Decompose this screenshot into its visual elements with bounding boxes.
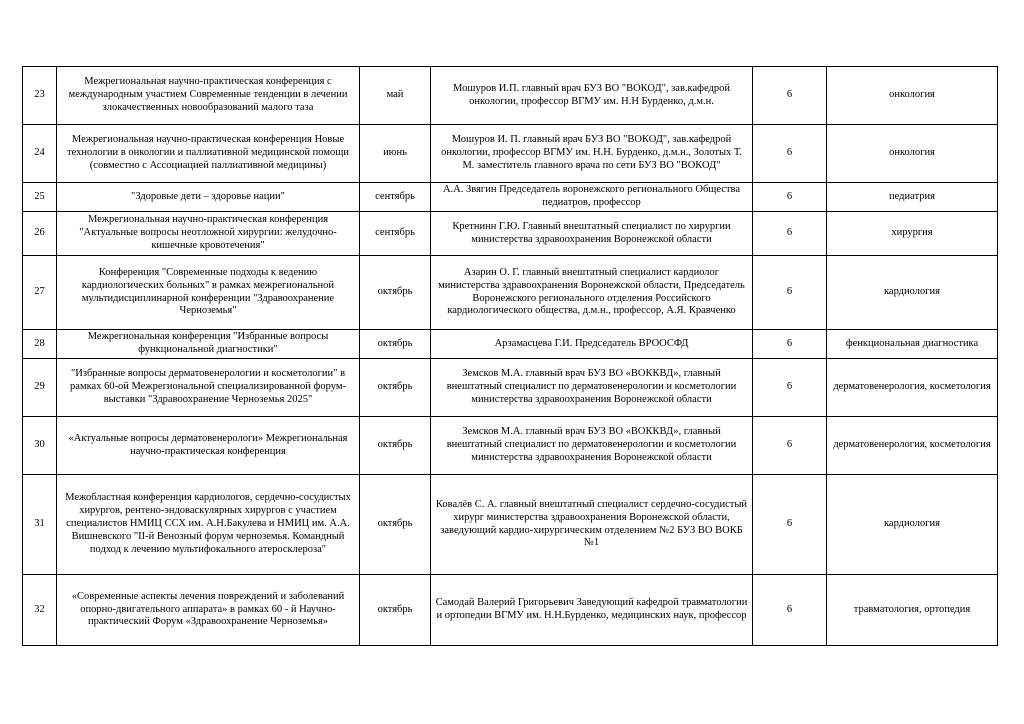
event-responsible: Мошуров И.П. главный врач БУЗ ВО "ВОКОД", зав.кафедрой онкологии, профессор ВГМУ им. Н.Н Бурденко, д.м.н. bbox=[431, 67, 753, 125]
row-number: 25 bbox=[23, 183, 57, 212]
event-hours: 6 bbox=[753, 575, 827, 646]
event-responsible: Кретнинн Г.Ю. Главный внештатный специалист по хирургии министерства здравоохранения Воронежской области bbox=[431, 212, 753, 256]
event-month: октябрь bbox=[360, 417, 431, 475]
event-title: «Современные аспекты лечения повреждений и заболеваний опорно-двигательного аппарата» в рамках 60 - й Научно-практический Форум «Здравоохранение Черноземья» bbox=[57, 575, 360, 646]
event-responsible: Самодай Валерий Григорьевич Заведующий кафедрой травматологии и ортопедии ВГМУ им. Н.Н.Бурденко, медицинских наук, профессор bbox=[431, 575, 753, 646]
event-responsible: Мошуров И. П. главный врач БУЗ ВО "ВОКОД", зав.кафедрой онкологии, профессор ВГМУ им. Н.Н. Бурденко, д.м.н., Золотых Т. М. заместитель главного врача по сети БУЗ ВО "ВОКОД" bbox=[431, 125, 753, 183]
event-title: «Актуальные вопросы дерматовенерологи» Межрегиональная научно-практическая конференция bbox=[57, 417, 360, 475]
row-number: 24 bbox=[23, 125, 57, 183]
row-number: 26 bbox=[23, 212, 57, 256]
event-hours: 6 bbox=[753, 212, 827, 256]
table-row bbox=[23, 256, 998, 330]
table-row bbox=[23, 475, 998, 575]
event-hours: 6 bbox=[753, 330, 827, 359]
event-hours: 6 bbox=[753, 417, 827, 475]
event-month: сентябрь bbox=[360, 212, 431, 256]
row-number: 23 bbox=[23, 67, 57, 125]
table-row bbox=[23, 125, 998, 183]
row-number: 27 bbox=[23, 256, 57, 330]
event-responsible: Земсков М.А. главный врач БУЗ ВО «ВОККВД», главный внештатный специалист по дерматовенерологии и косметологии министерства здравоохранения Воронежской области bbox=[431, 417, 753, 475]
event-title: Межрегиональная научно-практическая конференция с международным участием Современные тенденции в лечении злокачественных новообразований малого таза bbox=[57, 67, 360, 125]
event-month: сентябрь bbox=[360, 183, 431, 212]
events-table bbox=[22, 66, 998, 646]
row-number: 30 bbox=[23, 417, 57, 475]
table-row bbox=[23, 359, 998, 417]
table-row bbox=[23, 183, 998, 212]
event-responsible: А.А. Звягин Председатель воронежского регионального Общества педиатров, профессор bbox=[431, 183, 753, 212]
event-title: Межобластная конференция кардиологов, сердечно-сосудистых хирургов, рентено-эндоваскулярных хирургов с участием специалистов НМИЦ ССХ им. А.Н.Бакулева и НМИЦ им. А.А. Вишневского "II-й Венозный форум черноземья. Командный подход к лечению мультифокального атеросклероза" bbox=[57, 475, 360, 575]
event-specialty: травматология, ортопедия bbox=[827, 575, 998, 646]
event-month: май bbox=[360, 67, 431, 125]
event-month: июнь bbox=[360, 125, 431, 183]
event-specialty: педиатрия bbox=[827, 183, 998, 212]
event-hours: 6 bbox=[753, 359, 827, 417]
event-title: Межрегиональная научно-практическая конференция "Актуальные вопросы неотложной хирургии: желудочно-кишечные кровотечения" bbox=[57, 212, 360, 256]
event-month: октябрь bbox=[360, 575, 431, 646]
event-hours: 6 bbox=[753, 183, 827, 212]
event-hours: 6 bbox=[753, 67, 827, 125]
event-hours: 6 bbox=[753, 256, 827, 330]
event-hours: 6 bbox=[753, 125, 827, 183]
event-responsible: Земсков М.А. главный врач БУЗ ВО «ВОККВД», главный внештатный специалист по дерматовенерологии и косметологии министерства здравоохранения Воронежской области bbox=[431, 359, 753, 417]
table-row bbox=[23, 212, 998, 256]
row-number: 32 bbox=[23, 575, 57, 646]
row-number: 28 bbox=[23, 330, 57, 359]
event-specialty: кардиология bbox=[827, 475, 998, 575]
table-row bbox=[23, 575, 998, 646]
table-row bbox=[23, 67, 998, 125]
event-month: октябрь bbox=[360, 359, 431, 417]
event-specialty: дерматовенерология, косметология bbox=[827, 417, 998, 475]
event-specialty: кардиология bbox=[827, 256, 998, 330]
event-responsible: Ковалёв С. А. главный внештатный специалист сердечно-сосудистый хирург министерства здравоохранения Воронежской области, заведующий кардио-хирургическим отделением №2 БУЗ ВО ВОКБ №1 bbox=[431, 475, 753, 575]
event-specialty: онкология bbox=[827, 125, 998, 183]
row-number: 29 bbox=[23, 359, 57, 417]
event-responsible: Азарин О. Г. главный внештатный специалист кардиолог министерства здравоохранения Воронежской области, Председатель Воронежского регионального отделения Российского кардиологического общества, д.м.н., профессор, А.Я. Кравченко bbox=[431, 256, 753, 330]
event-title: "Избранные вопросы дерматовенерологии и косметологии" в рамках 60-ой Межрегиональной специализированной форум-выставки "Здравоохранение Черноземья 2025" bbox=[57, 359, 360, 417]
event-title: Межрегиональная научно-практическая конференция Новые технологии в онкологии и паллиативной медицинской помощи (совместно с Ассоциацией паллиативной медицины) bbox=[57, 125, 360, 183]
event-title: Конференция "Современные подходы к ведению кардиологических больных" в рамках межрегиональной мультидисциплинарной конференции "Здравоохранение Черноземья" bbox=[57, 256, 360, 330]
event-month: октябрь bbox=[360, 330, 431, 359]
event-title: "Здоровые дети – здоровье нации" bbox=[57, 183, 360, 212]
table-row bbox=[23, 330, 998, 359]
event-month: октябрь bbox=[360, 256, 431, 330]
event-specialty: дерматовенерология, косметология bbox=[827, 359, 998, 417]
event-responsible: Арзамасцева Г.И. Председатель ВРООСФД bbox=[431, 330, 753, 359]
event-specialty: хирургия bbox=[827, 212, 998, 256]
event-specialty: фенкциональная диагностика bbox=[827, 330, 998, 359]
event-month: октябрь bbox=[360, 475, 431, 575]
table-row bbox=[23, 417, 998, 475]
event-title: Межрегиональная конференция "Избранные вопросы функциональной диагностики" bbox=[57, 330, 360, 359]
event-specialty: онкология bbox=[827, 67, 998, 125]
row-number: 31 bbox=[23, 475, 57, 575]
event-hours: 6 bbox=[753, 475, 827, 575]
